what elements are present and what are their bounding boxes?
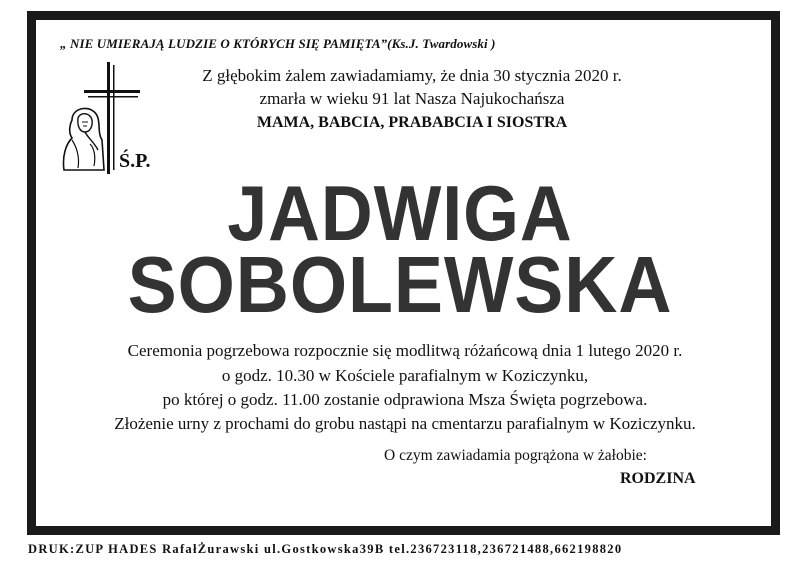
- ceremony-line-3: po której o godz. 11.00 zostanie odprawiona Msza Święta pogrzebowa.: [162, 390, 648, 409]
- memorial-quote: „ NIE UMIERAJĄ LUDZIE O KTÓRYCH SIĘ PAMIĘTA”(Ks.J. Twardowski ): [60, 36, 496, 51]
- deceased-first-name: JADWIGA: [227, 169, 573, 257]
- printer-footer: DRUK:ZUP HADES RafałŻurawski ul.Gostkowska39B tel.236723118,236721488,662198820: [28, 542, 623, 556]
- ceremony-line-4: Złożenie urny z prochami do grobu nastąpi na cmentarzu parafialnym w Koziczynku.: [114, 414, 696, 433]
- intro-relations: MAMA, BABCIA, PRABABCIA I SIOSTRA: [256, 114, 568, 131]
- intro-line-1: Z głębokim żalem zawiadamiamy, że dnia 30 stycznia 2020 r.: [202, 66, 622, 85]
- ceremony-line-1: Ceremonia pogrzebowa rozpocznie się modlitwą różańcową dnia 1 lutego 2020 r.: [127, 341, 683, 360]
- closing-notice: O czym zawiadamia pogrążona w żałobie:: [384, 447, 647, 464]
- deceased-last-name: SOBOLEWSKA: [127, 240, 673, 329]
- ceremony-line-2: o godz. 10.30 w Kościele parafialnym w Koziczynku,: [221, 366, 589, 385]
- sp-prefix: Ś.P.: [119, 150, 151, 172]
- intro-line-2: zmarła w wieku 91 lat Nasza Najukochańsza: [259, 89, 565, 108]
- family-signature: RODZINA: [620, 470, 696, 487]
